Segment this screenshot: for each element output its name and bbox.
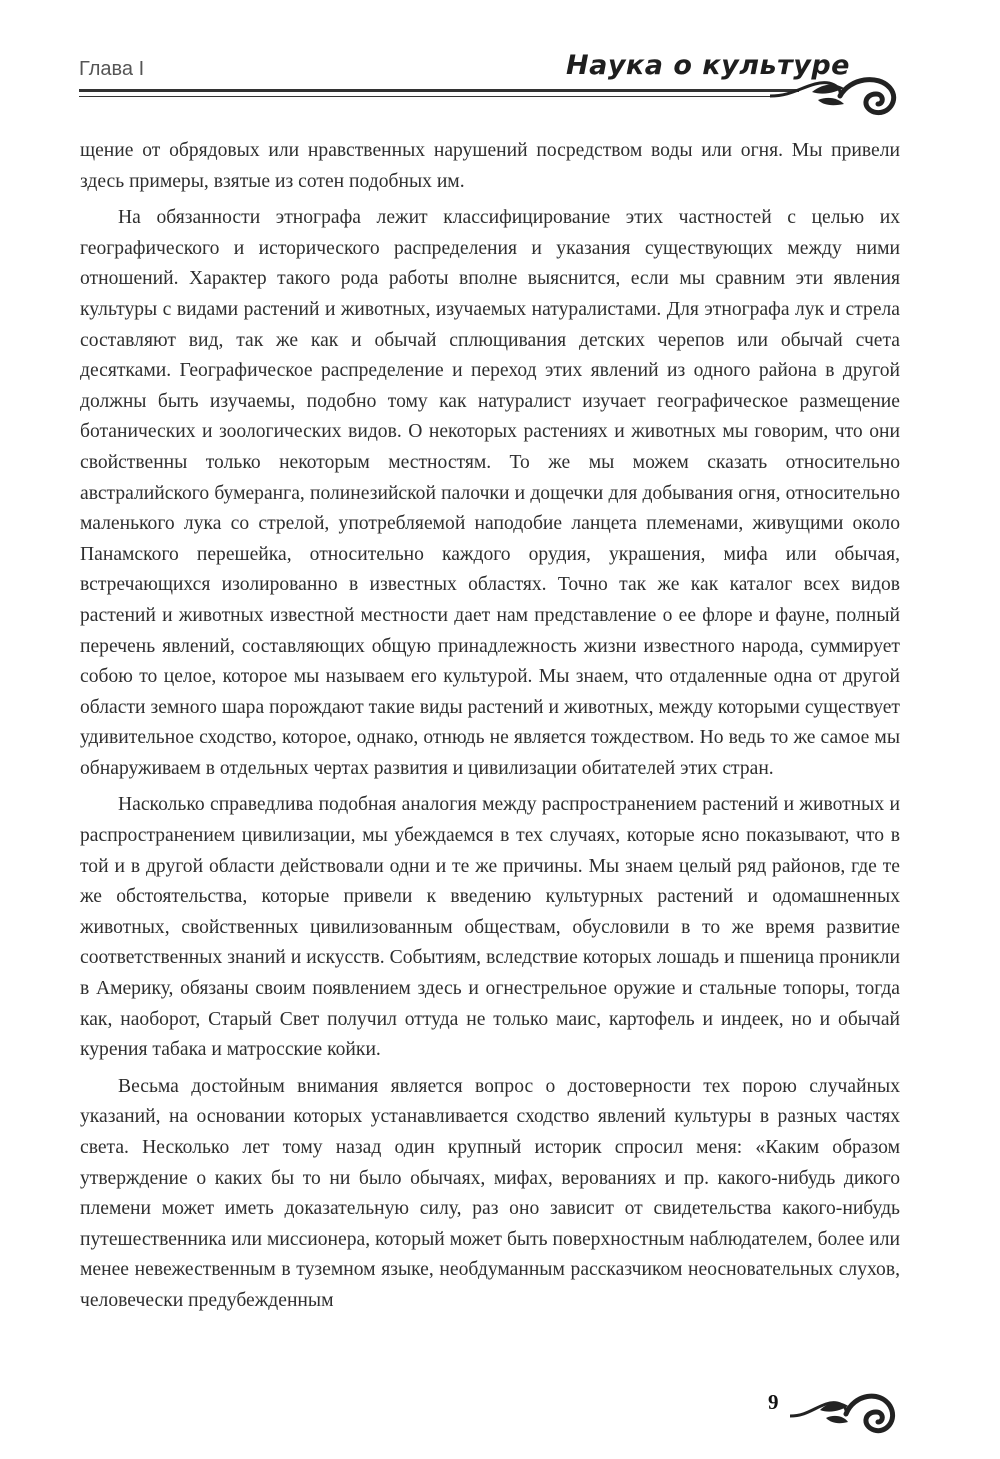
page-footer (0, 1380, 1000, 1459)
swirl-ornament-icon (770, 66, 910, 126)
swirl-ornament-icon (788, 1380, 898, 1440)
paragraph-3: Насколько справедлива подобная аналогия между распространением растений и животных и распространением цивилизации, мы убеждаемся в тех случаях, которые ясно показывают, что в той и в другой области действовали одни и те же причины. Мы знаем целый ряд районов, где те же обстоятельства, которые привели к введению культурных растений и одомашненных животных, свойственных цивилизованным обществам, обусловили в то же время развитие соответственных знаний и искусств. Событиям, вследствие которых лошадь и пшеница проникли в Америку, обязаны своим появлением здесь и огнестрельное оружие и стальные топоры, тогда как, наоборот, Старый Свет получил оттуда не только маис, картофель и индеек, но и обычай курения табака и матросские койки. (80, 794, 900, 1061)
running-title: Наука о культуре (566, 50, 850, 81)
chapter-label: Глава I (79, 58, 145, 80)
paragraph-2: На обязанности этнографа лежит классифицирование этих частностей с целью их географического и исторического распределения и указания существующих между ними отношений. Характер такого рода работы вполне выяснится, если мы сравним эти явления культуры с видами растений и животных, изучаемых натуралистами. Для этнографа лук и стрела составляют вид, так же как и обычай сплющивания детских черепов или обычай счета десятками. Географическое распределение и переход этих явлений из одного района в другой должны быть изучаемы, подобно тому как натуралист изучает географическое размещение ботанических и зоологических видов. О некоторых растениях и животных мы говорим, что они свойственны только некоторым местностям. То же мы можем сказать относительно австралийского бумеранга, полинезийской палочки и дощечки для добывания огня, относительно маленького лука со стрелой, употребляемой наподобие ланцета племенами, живущими около Панамского перешейка, относительно каждого орудия, украшения, мифа или обычая, встречающихся изолированно в известных областях. Точно так же как каталог всех видов растений и животных известной местности дает нам представление о ее флоре и фауне, полный перечень явлений, составляющих общую принадлежность жизни известного народа, суммирует собою то целое, которое мы называем его культурой. Мы знаем, что отдаленные одна от другой области земного шара порождают такие виды растений и животных, между которыми существует удивительное сходство, которое, однако, отнюдь не является тождеством. Но ведь то же самое мы обнаруживаем в отдельных чертах развития и цивилизации обитателей этих стран. (80, 207, 900, 779)
body-text (80, 136, 900, 1323)
header-rule-thick (79, 89, 799, 92)
paragraph-4: Весьма достойным внимания является вопрос о достоверности тех порою случайных указаний, на основании которых устанавливается сходство явлений культуры в разных частях света. Несколько лет тому назад один крупный историк спросил меня: «Каким образом утверждение о каких бы то ни было обычаях, мифах, верованиях и пр. какого-нибудь дикого племени может иметь доказательную силу, раз оно зависит от свидетельства какого-нибудь путешественника или миссионера, который может быть поверхностным наблюдателем, более или менее невежественным в туземном языке, необдуманным рассказчиком неосновательных слухов, человечески предубежденным (80, 1075, 900, 1311)
paragraph-1: щение от обрядовых или нравственных нарушений посредством воды или огня. Мы привели здесь примеры, взятые из сотен подобных им. (80, 140, 900, 192)
page-header (0, 0, 1000, 140)
header-rule-thin (79, 96, 779, 97)
page-number: 9 (768, 1390, 779, 1414)
